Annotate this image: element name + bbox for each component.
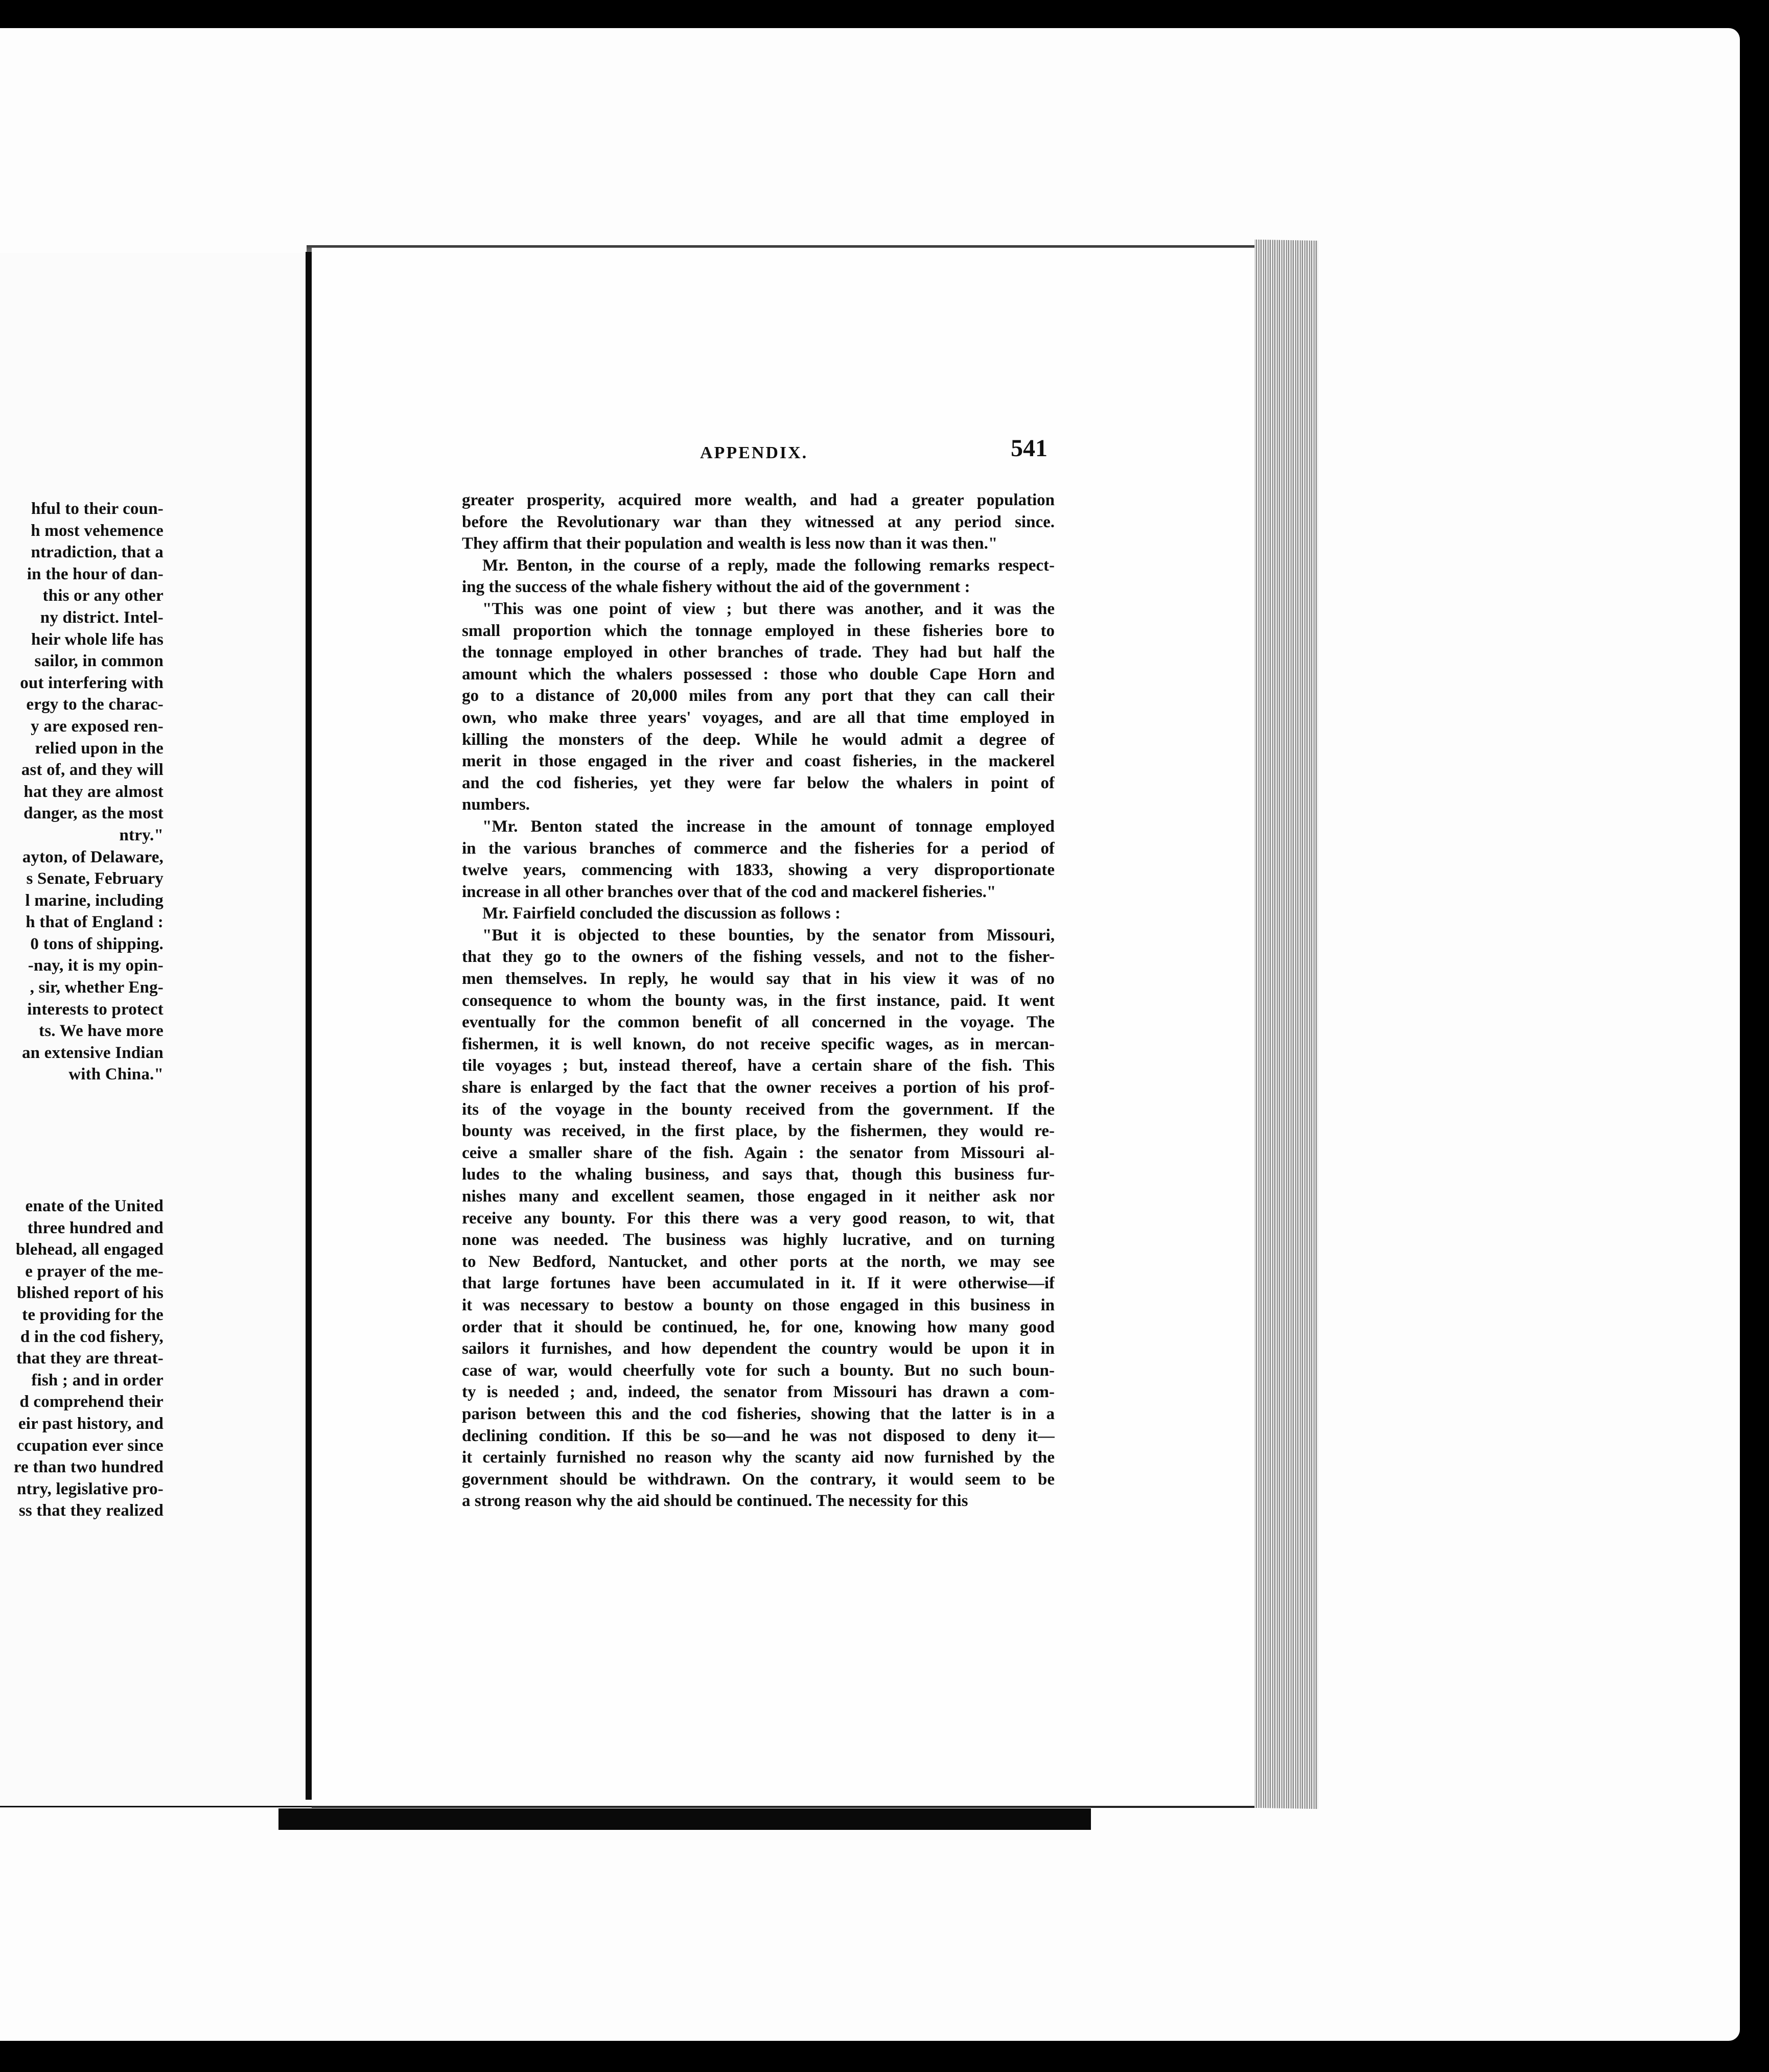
body-text-line: that large fortunes have been accumulated in it. If it were otherwise—if [462,1274,1055,1293]
page-fore-edge [1254,240,1318,1809]
left-page-line: l marine, including [25,891,164,910]
left-page-line: h most vehemence [31,521,164,540]
body-text-line: ceive a smaller share of the fish. Again : the senator from Missouri al- [462,1143,1055,1162]
left-page-line: blished report of his [17,1284,164,1303]
body-text-line: none was needed. The business was highly lucrative, and on turning [462,1231,1055,1250]
body-text-line: fishermen, it is well known, do not receive specific wages, as in mercan- [462,1034,1055,1053]
left-page-line: enate of the United [25,1197,164,1216]
left-page-line: re than two hundred [13,1458,164,1477]
body-text-line: go to a distance of 20,000 miles from any port that they can call their [462,687,1055,705]
left-page-line: , sir, whether Eng- [30,978,164,997]
body-text-line: bounty was received, in the first place, by the fishermen, they would re- [462,1122,1055,1141]
body-text-line: small proportion which the tonnage employed in these fisheries bore to [462,621,1055,640]
left-page-line: that they are threat- [16,1349,164,1368]
body-text-line: receive any bounty. For this there was a very good reason, to wit, that [462,1209,1055,1228]
body-text-line: tile voyages ; but, instead thereof, have a certain share of the fish. This [462,1056,1055,1075]
body-text-line: its of the voyage in the bounty received from the government. If the [462,1100,1055,1119]
left-page-line: ayton, of Delaware, [22,847,164,866]
body-text-line: consequence to whom the bounty was, in the first instance, paid. It went [462,991,1055,1010]
left-page-line: sailor, in common [34,652,164,671]
body-text-line: killing the monsters of the deep. While he would admit a degree of [462,730,1055,749]
body-text-line: Mr. Fairfield concluded the discussion as follows : [482,904,841,923]
left-page-line: ntradiction, that a [31,543,164,562]
left-page-gap [0,1086,164,1108]
left-page-line: relied upon in the [35,739,164,758]
body-text-line: a strong reason why the aid should be continued. The necessity for this [462,1492,968,1511]
body-text-line: "Mr. Benton stated the increase in the amount of tonnage employed [482,817,1055,836]
body-text-line: declining condition. If this be so—and he was not disposed to deny it— [462,1426,1055,1445]
body-text-line: government should be withdrawn. On the contrary, it would seem to be [462,1470,1055,1489]
left-page-line: y are exposed ren- [31,717,164,736]
body-text-line: and the cod fisheries, yet they were far below the whalers in point of [462,773,1055,792]
body-text-line: parison between this and the cod fisheries, showing that the latter is in a [462,1404,1055,1423]
book-spine [306,252,312,1800]
left-page-line: e prayer of the me- [25,1262,164,1281]
left-page-line: ast of, and they will [21,761,164,780]
left-page-line: with China." [68,1065,164,1084]
body-text-line: it was necessary to bestow a bounty on those engaged in this business in [462,1296,1055,1314]
body-text-line: amount which the whalers possessed : those who double Cape Horn and [462,665,1055,684]
left-page-gap [0,1108,164,1129]
body-text-line: nishes many and excellent seamen, those engaged in it neither ask nor [462,1187,1055,1206]
left-page-line: ss that they realized [18,1501,164,1520]
left-page-line: eir past history, and [18,1414,164,1433]
body-text-line: eventually for the common benefit of all concerned in the voyage. The [462,1013,1055,1032]
body-text-line: merit in those engaged in the river and coast fisheries, in the mackerel [462,752,1055,771]
body-text-line: the tonnage employed in other branches of trade. They had but half the [462,643,1055,662]
body-text-line: it certainly furnished no reason why the scanty aid now furnished by the [462,1448,1055,1467]
left-page-line: heir whole life has [31,630,164,649]
body-text-line: ludes to the whaling business, and says that, though this business fur- [462,1165,1055,1184]
left-page-line: in the hour of dan- [27,564,164,583]
left-page [0,253,321,1807]
body-text-line: increase in all other branches over that of the cod and mackerel fisheries." [462,882,996,901]
left-page-line: an extensive Indian [21,1043,164,1062]
left-page-gap [0,1173,164,1195]
left-page-line: ntry, legislative pro- [16,1479,164,1498]
left-page-line: danger, as the most [24,804,164,823]
left-page-line: out interfering with [20,673,164,692]
left-page-line: interests to protect [27,1000,164,1019]
left-page-gap [0,1151,164,1173]
body-text-line: own, who make three years' voyages, and are all that time employed in [462,708,1055,727]
left-page-text [0,498,164,1522]
body-text-line: share is enlarged by the fact that the owner receives a portion of his prof- [462,1078,1055,1097]
left-page-line: te providing for the [22,1306,164,1324]
body-text-line: "But it is objected to these bounties, by the senator from Missouri, [482,926,1055,945]
page-number: 541 [1011,435,1048,462]
body-text-line: ty is needed ; and, indeed, the senator from Missouri has drawn a com- [462,1383,1055,1402]
body-text-line: to New Bedford, Nantucket, and other ports at the north, we may see [462,1252,1055,1271]
body-text-line: numbers. [462,795,530,814]
left-page-line: hat they are almost [24,782,164,801]
body-text-line: sailors it furnishes, and how dependent the country would be upon it in [462,1339,1055,1358]
left-page-line: h that of England : [26,913,164,932]
body-text-line: ing the success of the whale fishery without the aid of the government : [462,578,970,597]
body-text-line: in the various branches of commerce and the fisheries for a period of [462,839,1055,858]
left-page-line: s Senate, February [26,869,164,888]
running-head-title: APPENDIX. [700,443,808,462]
running-head [460,434,1048,465]
body-text-line: "This was one point of view ; but there was another, and it was the [482,599,1055,618]
left-page-line: fish ; and in order [31,1371,164,1390]
left-page-line: ny district. Intel- [40,608,164,627]
left-page-line: ntry." [119,826,164,844]
body-text-line: Mr. Benton, in the course of a reply, made the following remarks respect- [482,556,1055,575]
body-text [462,489,1055,1512]
left-page-line: 0 tons of shipping. [30,934,164,953]
left-page-line: hful to their coun- [31,500,164,518]
left-page-line: d in the cod fishery, [20,1327,164,1346]
left-page-line: ergy to the charac- [26,695,164,714]
left-page-line: -nay, it is my opin- [28,956,164,975]
body-text-line: They affirm that their population and wealth is less now than it was then." [462,534,998,553]
left-page-line: blehead, all engaged [15,1240,164,1259]
body-text-line: before the Revolutionary war than they witnessed at any period since. [462,512,1055,531]
left-page-line: ccupation ever since [16,1436,164,1455]
left-page-gap [0,1129,164,1151]
book-bottom-edge [278,1808,1091,1830]
body-text-line: that they go to the owners of the fishing vessels, and not to the fisher- [462,948,1055,967]
body-text-line: case of war, would cheerfully vote for such a bounty. But no such boun- [462,1361,1055,1380]
body-text-line: order that it should be continued, he, for one, knowing how many good [462,1317,1055,1336]
left-page-line: this or any other [42,586,164,605]
body-text-line: twelve years, commencing with 1833, showing a very disproportionate [462,861,1055,880]
left-page-line: three hundred and [27,1218,164,1237]
body-text-line: greater prosperity, acquired more wealth, and had a greater population [462,491,1055,509]
left-page-line: d comprehend their [19,1393,164,1411]
body-text-line: men themselves. In reply, he would say that in his view it was of no [462,970,1055,988]
left-page-line: ts. We have more [39,1022,164,1041]
